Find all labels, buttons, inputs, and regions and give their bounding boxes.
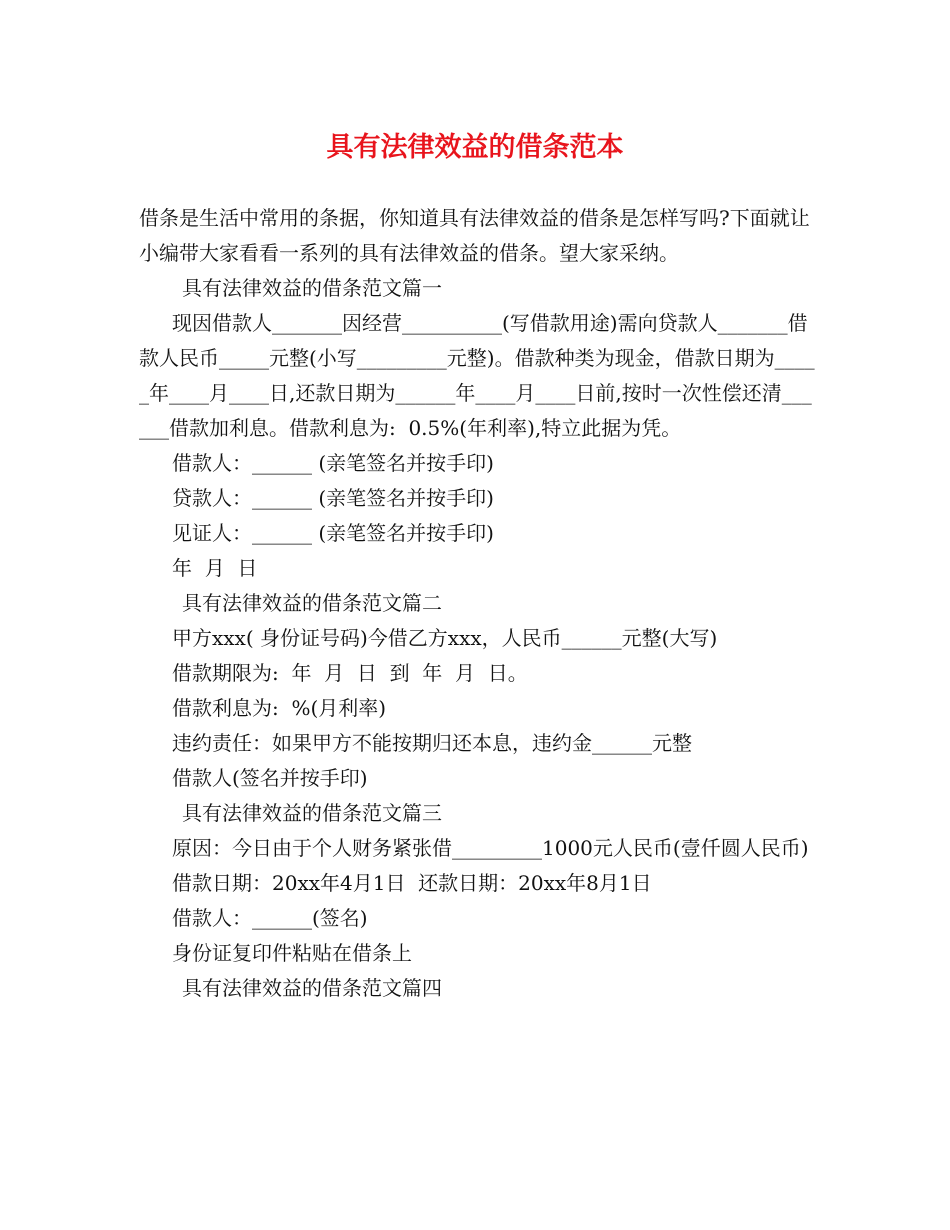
section-3-borrower: 借款人：______(签名) <box>172 906 368 930</box>
document-title: 具有法律效益的借条范本 <box>326 132 624 163</box>
section-2-heading: 具有法律效益的借条范文篇二 <box>182 591 442 615</box>
section-3-reason: 原因：今日由于个人财务紧张借_________1000元人民币(壹仟圆人民币) <box>172 836 809 860</box>
section-3-heading: 具有法律效益的借条范文篇三 <box>182 801 442 825</box>
section-2-line-5: 借款人(签名并按手印) <box>172 766 368 790</box>
section-3-note: 身份证复印件粘贴在借条上 <box>172 941 412 965</box>
section-2-line-1: 甲方xxx( 身份证号码)今借乙方xxx，人民币______元整(大写) <box>172 626 718 650</box>
section-2-line-3: 借款利息为: %(月利率) <box>172 696 387 720</box>
document-body <box>139 201 815 1006</box>
section-1-heading: 具有法律效益的借条范文篇一 <box>182 276 442 300</box>
section-1-witness: 见证人：______ (亲笔签名并按手印) <box>172 521 494 545</box>
section-3-dates: 借款日期：20xx年4月1日 还款日期：20xx年8月1日 <box>172 871 652 895</box>
intro-paragraph: 借条是生活中常用的条据，你知道具有法律效益的借条是怎样写吗?下面就让小编带大家看看一系列的具有法律效益的借条。望大家采纳。 <box>139 206 810 265</box>
section-4-heading: 具有法律效益的借条范文篇四 <box>182 976 442 1000</box>
section-1-date: 年 月 日 <box>172 556 258 580</box>
section-1-lender: 贷款人：______ (亲笔签名并按手印) <box>172 486 494 510</box>
section-1-borrower: 借款人：______ (亲笔签名并按手印) <box>172 451 494 475</box>
section-2-line-2: 借款期限为: 年 月 日 到 年 月 日。 <box>172 661 528 685</box>
section-1-body: 现因借款人_______因经营__________(写借款用途)需向贷款人_______借款人民币_____元整(小写_________元整)。借款种类为现金，借款日期为_____年____月____日,还款日期为______年____月____日前,按时一次性偿还清______借款加利息。借款利息为: 0.5%(年利率),特立此据为凭。 <box>139 311 815 440</box>
section-2-line-4: 违约责任：如果甲方不能按期归还本息，违约金______元整 <box>172 731 692 755</box>
